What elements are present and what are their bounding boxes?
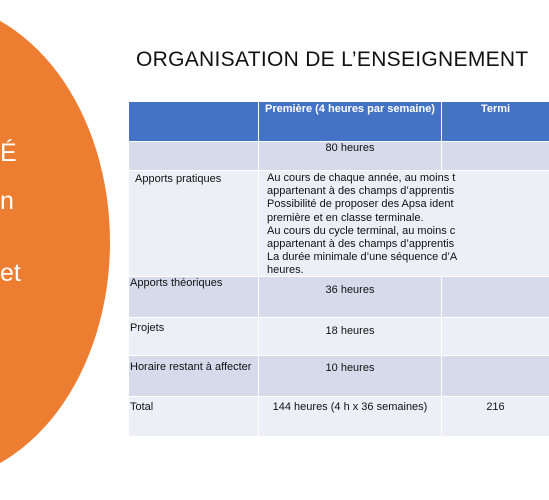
table-row	[129, 397, 549, 436]
row-label: Total	[129, 397, 258, 436]
description-line: heures.	[267, 264, 304, 277]
row-label: Horaire restant à affecter	[129, 356, 258, 396]
terminale-value	[442, 356, 549, 396]
table-header-row	[129, 102, 549, 141]
header-cell-premiere: Première (4 heures par semaine)	[259, 102, 441, 141]
table-row	[129, 277, 549, 317]
table-row	[129, 142, 549, 170]
premiere-value: 18 heures	[259, 318, 441, 355]
table-row	[129, 356, 549, 396]
premiere-value: 10 heures	[259, 356, 441, 396]
orange-decorative-circle	[0, 2, 110, 482]
circle-text-3: et	[0, 259, 21, 287]
organisation-table	[129, 102, 511, 436]
description-line: Au cours de chaque année, au moins t	[267, 172, 456, 184]
premiere-value: 36 heures	[259, 277, 441, 317]
description-line: Au cours du cycle terminal, au moins c	[267, 224, 456, 237]
description-line: Possibilité de proposer des Apsa ident	[267, 198, 454, 211]
terminale-value	[442, 318, 549, 355]
terminale-value: 216	[442, 397, 549, 436]
premiere-value: 144 heures (4 h x 36 semaines)	[259, 397, 441, 436]
circle-text-1: É	[0, 139, 17, 167]
terminale-value	[442, 142, 549, 170]
header-cell-empty	[129, 102, 258, 141]
header-cell-terminale: Termi	[442, 102, 549, 141]
row-label: Apports théoriques	[129, 277, 258, 317]
description-line: appartenant à des champs d’apprentis	[267, 237, 455, 250]
circle-text-2: n	[0, 187, 14, 215]
table-row	[129, 171, 549, 276]
terminale-value	[442, 277, 549, 317]
row-label	[129, 142, 258, 170]
row-label: Apports pratiques	[129, 171, 258, 276]
row-label: Projets	[129, 318, 258, 355]
table-row	[129, 318, 549, 355]
slide-title: ORGANISATION DE L’ENSEIGNEMENT	[136, 48, 529, 71]
apports-pratiques-description	[259, 171, 549, 276]
description-line: appartenant à des champs d’apprentis	[267, 185, 455, 198]
description-line: première et en classe terminale.	[267, 211, 424, 224]
premiere-value: 80 heures	[259, 142, 441, 170]
description-line: La durée minimale d’une séquence d’A	[267, 251, 458, 264]
